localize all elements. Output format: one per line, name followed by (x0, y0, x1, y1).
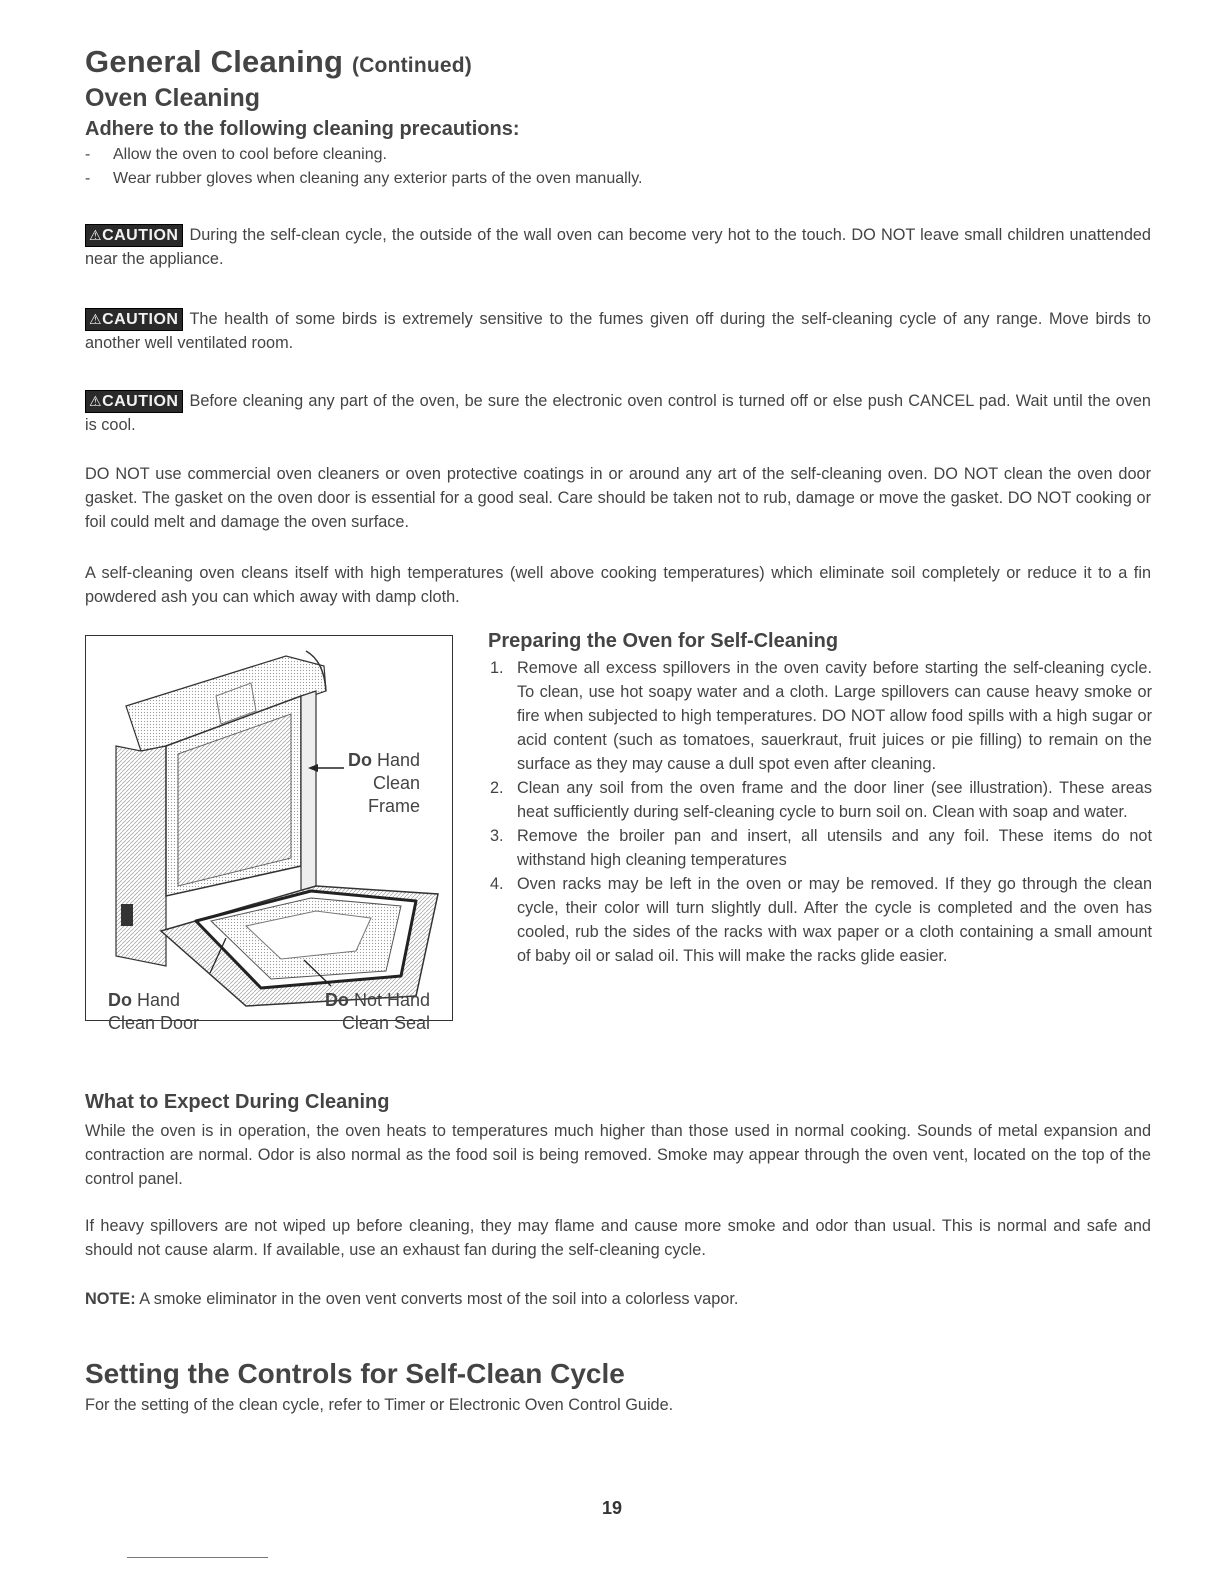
paragraph: While the oven is in operation, the oven heats to temperatures much higher than those used in normal cooking. Sounds of metal expansion and contraction are normal. Odor is also normal as the food soil is being removed. Smoke may appear through the oven vent, located on the top of the control panel. (85, 1122, 1151, 1188)
paragraph: If heavy spillovers are not wiped up before cleaning, they may flame and cause more smoke and odor than usual. This is normal and safe and should not cause alarm. If available, use an exhaust fan during the self-cleaning cycle. (85, 1217, 1151, 1259)
caution-block (85, 307, 1151, 355)
caution-badge: ⚠CAUTION (85, 224, 183, 247)
paragraph: A self-cleaning oven cleans itself with high temperatures (well above cooking temperatures) which eliminate soil completely or reduce it to a fin powdered ash you can which away with damp cloth. (85, 564, 1151, 606)
paragraph: DO NOT use commercial oven cleaners or oven protective coatings in or around any art of the self-cleaning oven. DO NOT clean the oven door gasket. The gasket on the oven door is essential for a good seal. Care should be taken not to rub, damage or move the gasket. DO NOT cooking or foil could melt and damage the oven surface. (85, 465, 1151, 531)
oven-drawing (86, 636, 452, 1020)
caution-block (85, 389, 1151, 437)
precautions-heading: Adhere to the following cleaning precautions: (85, 118, 520, 140)
caution-badge: ⚠CAUTION (85, 390, 183, 413)
oven-illustration (85, 635, 453, 1033)
page-number: 19 (601, 1498, 623, 1518)
precaution-item: - Wear rubber gloves when cleaning any exterior parts of the oven manually. (85, 170, 643, 187)
note-label: NOTE: (85, 1290, 136, 1308)
expect-title: What to Expect During Cleaning (85, 1091, 390, 1113)
page-title-text: General Cleaning (85, 44, 344, 79)
page-title (85, 44, 472, 80)
list-item: 2. Clean any soil from the oven frame and the door liner (see illustration). These areas heat sufficiently during self-cleaning cycle to burn soil on. Clean with soap and water. (490, 779, 1152, 821)
note (85, 1287, 1151, 1311)
controls-title: Setting the Controls for Self-Clean Cycle (85, 1358, 625, 1389)
precaution-item: - Allow the oven to cool before cleaning. (85, 146, 387, 163)
preparing-title: Preparing the Oven for Self-Cleaning (488, 630, 839, 652)
label-clean-door: Do Hand Clean Door (108, 990, 200, 1033)
caution-text: During the self-clean cycle, the outside of the wall oven can become very hot to the touch. DO NOT leave small children unattended near the appliance. (85, 226, 1151, 268)
warning-triangle-icon: ⚠ (89, 227, 103, 243)
warning-triangle-icon: ⚠ (89, 311, 103, 327)
warning-triangle-icon: ⚠ (89, 393, 103, 409)
page-title-suffix: (Continued) (352, 54, 472, 77)
section-title-oven-cleaning: Oven Cleaning (85, 84, 261, 112)
preparing-steps (480, 656, 1152, 968)
note-text: A smoke eliminator in the oven vent converts most of the soil into a colorless vapor. (139, 1290, 739, 1308)
label-clean-frame: Do Hand Clean Frame (347, 750, 420, 816)
caution-text: Before cleaning any part of the oven, be sure the electronic oven control is turned off or else push CANCEL pad. Wait until the oven is cool. (85, 392, 1151, 434)
caution-block (85, 223, 1151, 271)
footer-rule (127, 1557, 268, 1558)
controls-text: For the setting of the clean cycle, refer to Timer or Electronic Oven Control Guide. (85, 1396, 674, 1414)
list-item: 3. Remove the broiler pan and insert, all utensils and any foil. These items do not withstand high cleaning temperatures (490, 827, 1152, 869)
caution-badge: ⚠CAUTION (85, 308, 183, 331)
caution-text: The health of some birds is extremely sensitive to the fumes given off during the self-cleaning cycle of any range. Move birds to another well ventilated room. (85, 310, 1151, 352)
list-item: 4. Oven racks may be left in the oven or may be removed. If they go through the clean cycle, their color will turn slightly dull. After the cycle is completed and the oven has cooled, rub the sides of the racks with wax paper or a cloth containing a small amount of baby oil or salad oil. This will make the racks glide easier. (490, 875, 1152, 965)
label-clean-seal: Do Not Hand Clean Seal (324, 990, 430, 1033)
list-item: 1. Remove all excess spillovers in the oven cavity before starting the self-cleaning cycle. To clean, use hot soapy water and a cloth. Large spillovers can cause heavy smoke or fire when subjected to high temperatures. DO NOT allow food spills with a high sugar or acid content (such as tomatoes, sauerkraut, fruit juices or pie filling) to remain on the surface as they may cause a dull spot even after cleaning. (490, 659, 1152, 773)
